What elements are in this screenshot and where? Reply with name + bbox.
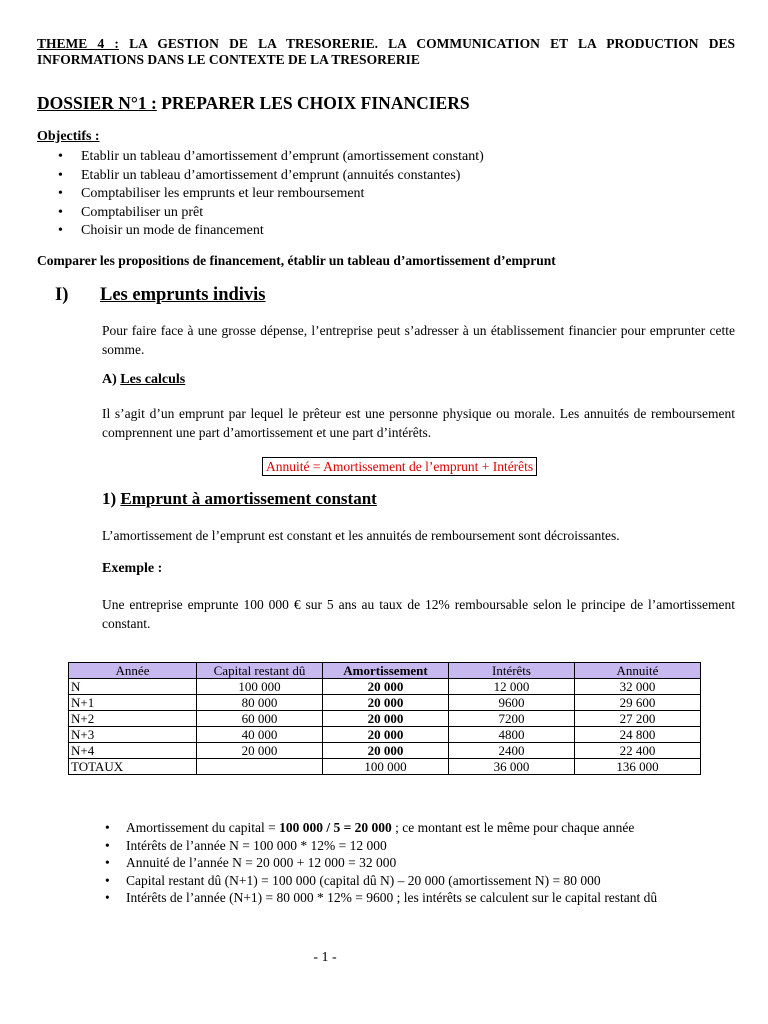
table-cell: 100 000 [197, 679, 323, 695]
amortization-table [68, 662, 701, 775]
objectifs-list [58, 148, 484, 241]
intro-paragraph: Pour faire face à une grosse dépense, l’entreprise peut s’adresser à un établissement financier pour emprunter cette somme. [102, 323, 735, 357]
note-text: ; ce montant est le même pour chaque année [391, 820, 635, 835]
table-cell: 20 000 [323, 679, 449, 695]
table-cell: 20 000 [323, 743, 449, 759]
table-header-row [69, 663, 701, 679]
table-header: Capital restant dû [197, 663, 323, 679]
objectifs-title: Objectifs : [37, 129, 100, 144]
table-cell: N+4 [69, 743, 197, 759]
dossier-heading [37, 93, 470, 114]
formula-box: Annuité = Amortissement de l’emprunt + Intérêts [262, 457, 537, 476]
list-item [105, 819, 657, 837]
table-cell: 20 000 [323, 695, 449, 711]
table-cell: 80 000 [197, 695, 323, 711]
table-cell: 12 000 [449, 679, 575, 695]
table-row [69, 743, 701, 759]
theme-text: LA GESTION DE LA TRESORERIE. LA COMMUNICATION ET LA PRODUCTION DES INFORMATIONS DANS LE CONTEXTE DE LA TRESORERIE [37, 36, 735, 67]
subsection-heading [102, 489, 377, 509]
list-item: • Intérêts de l’année N = 100 000 * 12% = 12 000 [105, 837, 657, 855]
list-item: • Etablir un tableau d’amortissement d’emprunt (amortissement constant) [58, 148, 484, 167]
table-cell: 2400 [449, 743, 575, 759]
page-number: - 1 - [313, 950, 337, 965]
list-item: • Comptabiliser un prêt [58, 204, 484, 223]
table-cell: N+2 [69, 711, 197, 727]
calc-paragraph: Il s’agit d’un emprunt par lequel le prêteur est une personne physique ou morale. Les annuités de remboursement comprennent une part d’amortissement et une part d’intérêts. [102, 406, 735, 440]
list-item: • Capital restant dû (N+1) = 100 000 (capital dû N) – 20 000 (amortissement N) = 80 000 [105, 872, 657, 890]
table-cell: 20 000 [323, 727, 449, 743]
dossier-label: DOSSIER N°1 : [37, 93, 157, 113]
table-cell: 20 000 [323, 711, 449, 727]
section-number: I) [55, 285, 69, 305]
table-cell: 22 400 [575, 743, 701, 759]
subheading-label: A) [102, 372, 117, 387]
subsection-number: 1) [102, 489, 117, 508]
table-cell: 100 000 [323, 759, 449, 775]
table-cell: 7200 [449, 711, 575, 727]
section-title: Les emprunts indivis [100, 285, 266, 305]
table-cell: 20 000 [197, 743, 323, 759]
table-cell: N+1 [69, 695, 197, 711]
subsection-title: Emprunt à amortissement constant [120, 489, 377, 508]
table-cell: 9600 [449, 695, 575, 711]
table-cell: 32 000 [575, 679, 701, 695]
notes-list [105, 819, 657, 907]
table-cell: 4800 [449, 727, 575, 743]
note-text: Amortissement du capital = [126, 820, 280, 835]
table-header: Annuité [575, 663, 701, 679]
list-item: • Comptabiliser les emprunts et leur remboursement [58, 185, 484, 204]
example-label: Exemple : [102, 561, 163, 576]
section-heading [55, 285, 266, 306]
table-header: Année [69, 663, 197, 679]
table-cell: 27 200 [575, 711, 701, 727]
list-item: • Etablir un tableau d’amortissement d’emprunt (annuités constantes) [58, 167, 484, 186]
table-cell: 36 000 [449, 759, 575, 775]
table-cell: 136 000 [575, 759, 701, 775]
theme-label: THEME 4 : [37, 36, 119, 51]
table-row [69, 711, 701, 727]
table-row [69, 727, 701, 743]
table-header: Amortissement [323, 663, 449, 679]
table-cell: 60 000 [197, 711, 323, 727]
theme-heading [37, 36, 735, 68]
table-totals-row [69, 759, 701, 775]
table-cell: 24 800 [575, 727, 701, 743]
subheading-calculs [102, 372, 185, 388]
table-cell: 29 600 [575, 695, 701, 711]
list-item: • Annuité de l’année N = 20 000 + 12 000 = 32 000 [105, 854, 657, 872]
table-header: Intérêts [449, 663, 575, 679]
table-cell: N [69, 679, 197, 695]
table-cell: N+3 [69, 727, 197, 743]
list-item: • Intérêts de l’année (N+1) = 80 000 * 12% = 9600 ; les intérêts se calculent sur le capital restant dû [105, 889, 657, 907]
note-bold: 100 000 / 5 = 20 000 [279, 820, 392, 835]
subsection-paragraph: L’amortissement de l’emprunt est constant et les annuités de remboursement sont décroissantes. [102, 528, 620, 543]
dossier-title: PREPARER LES CHOIX FINANCIERS [161, 93, 470, 113]
table-cell [197, 759, 323, 775]
table-row [69, 679, 701, 695]
compare-heading: Comparer les propositions de financement, établir un tableau d’amortissement d’emprunt [37, 253, 556, 268]
table-cell: TOTAUX [69, 759, 197, 775]
table-row [69, 695, 701, 711]
list-item: • Choisir un mode de financement [58, 222, 484, 241]
subheading-title: Les calculs [120, 372, 186, 387]
table-cell: 40 000 [197, 727, 323, 743]
example-paragraph: Une entreprise emprunte 100 000 € sur 5 ans au taux de 12% remboursable selon le principe de l’amortissement constant. [102, 597, 735, 631]
